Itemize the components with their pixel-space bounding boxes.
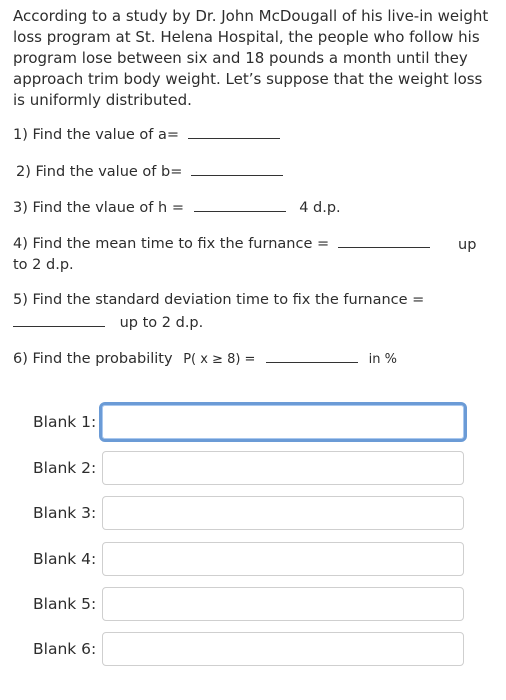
answer-row-5 [33,584,473,624]
question-2-blank [191,161,283,176]
question-6-blank [266,348,358,363]
question-5-suffix: up to 2 d.p. [119,315,204,331]
question-3 [13,197,341,219]
answer-row-6 [33,629,473,669]
question-5-line2 [13,312,203,334]
question-3-text: 3) Find the vlaue of h = [13,200,184,216]
question-3-blank [194,197,286,212]
blank-3-input[interactable] [102,496,464,530]
answer-row-3 [33,493,473,533]
question-6-formula: P( x ≥ 8) = [183,352,256,367]
blank-2-label: Blank 2: [33,459,97,477]
question-4-text: 4) Find the mean time to fix the furnance = [13,236,330,252]
question-4-blank [338,233,430,248]
answer-row-4 [33,539,473,579]
question-4-suffix: up [458,237,477,253]
question-3-suffix: 4 d.p. [299,200,341,216]
blank-1-label: Blank 1: [33,413,97,431]
blank-4-label: Blank 4: [33,550,97,568]
question-1-text: 1) Find the value of a= [13,127,180,143]
question-1 [13,124,280,146]
blank-5-input[interactable] [102,587,464,621]
answer-row-1 [33,402,473,442]
question-4-continuation: to 2 d.p. [13,257,74,273]
question-6-suffix: in % [368,352,398,367]
blank-6-label: Blank 6: [33,640,97,658]
question-1-blank [188,124,280,139]
blank-4-input[interactable] [102,542,464,576]
question-2-text: 2) Find the value of b= [16,164,183,180]
blank-1-input[interactable] [99,402,467,442]
question-4 [13,233,430,255]
blank-3-label: Blank 3: [33,504,97,522]
blank-6-input[interactable] [102,632,464,666]
question-2 [16,161,283,183]
question-5-blank [13,312,105,327]
blank-5-label: Blank 5: [33,595,97,613]
answer-row-2 [33,448,473,488]
question-5-text: 5) Find the standard deviation time to fix the furnance = [13,292,425,308]
question-6 [13,348,397,370]
question-6-text: 6) Find the probability [13,351,173,367]
problem-intro: According to a study by Dr. John McDougall of his live-in weight loss program at St. Helena Hospital, the people who follow his program lose between six and 18 pounds a month until they approach trim body weight. Let’s suppose that the weight loss is uniformly distributed. [13,7,489,109]
blank-2-input[interactable] [102,451,464,485]
